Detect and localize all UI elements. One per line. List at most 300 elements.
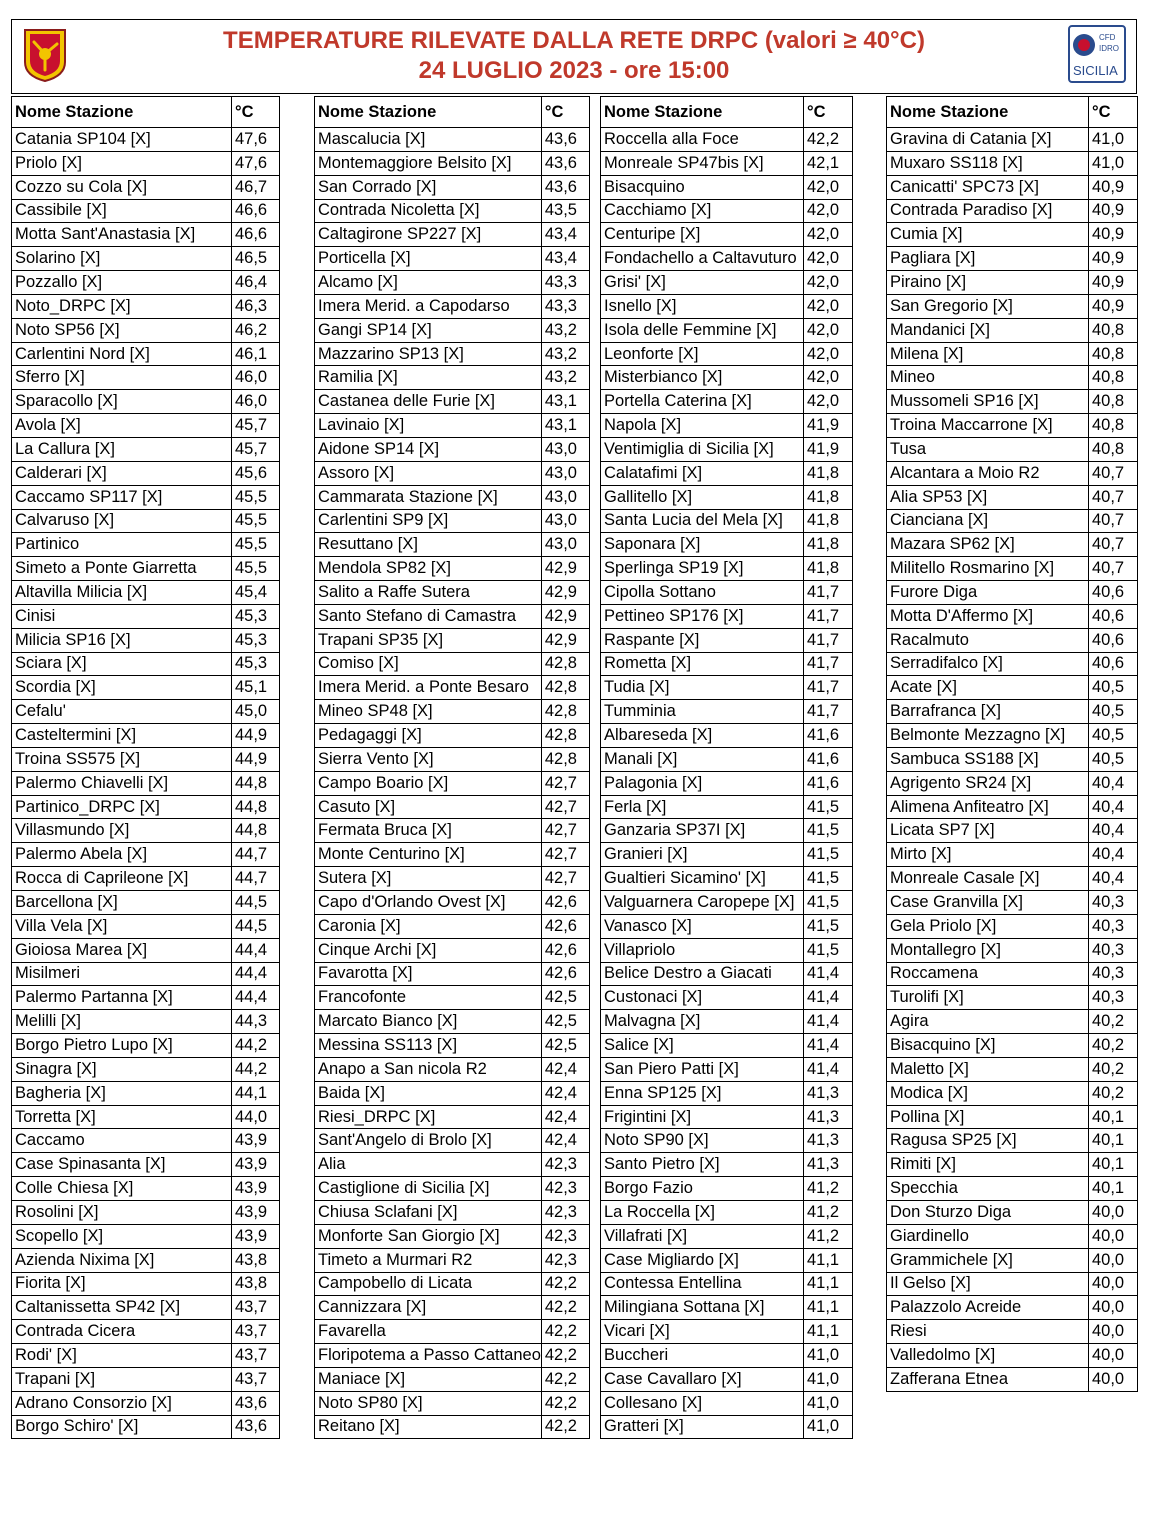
temperature-value: 43,4 <box>541 223 589 247</box>
table-row <box>601 247 853 271</box>
temperature-value: 43,9 <box>232 1129 280 1153</box>
temperature-value: 40,0 <box>1089 1200 1138 1224</box>
temperature-value: 41,4 <box>804 1010 853 1034</box>
temperature-value: 43,0 <box>541 437 589 461</box>
table-row <box>887 1296 1138 1320</box>
temperature-value: 41,1 <box>804 1272 853 1296</box>
station-name: Milicia SP16 [X] <box>12 628 232 652</box>
table-row <box>315 1200 590 1224</box>
table-row <box>887 628 1138 652</box>
temperature-value: 41,8 <box>804 533 853 557</box>
temperature-value: 42,8 <box>541 652 589 676</box>
table-row <box>601 1367 853 1391</box>
table-row <box>12 986 280 1010</box>
temperature-value: 40,0 <box>1089 1344 1138 1368</box>
table-row <box>315 700 590 724</box>
table-row <box>887 557 1138 581</box>
temperature-value: 44,8 <box>232 819 280 843</box>
temperature-value: 41,0 <box>804 1344 853 1368</box>
temperature-value: 40,0 <box>1089 1296 1138 1320</box>
temperature-value: 40,4 <box>1089 843 1138 867</box>
table-row <box>887 485 1138 509</box>
station-name: Pettineo SP176 [X] <box>601 604 804 628</box>
table-row <box>887 1034 1138 1058</box>
temperature-value: 40,3 <box>1089 986 1138 1010</box>
station-name: Ramilia [X] <box>315 366 542 390</box>
table-row <box>315 366 590 390</box>
temperature-value: 44,9 <box>232 724 280 748</box>
table-row <box>315 986 590 1010</box>
table-row <box>12 1272 280 1296</box>
station-name: Calvaruso [X] <box>12 509 232 533</box>
station-name: Partinico <box>12 533 232 557</box>
temperature-value: 40,9 <box>1089 247 1138 271</box>
temperature-value: 41,5 <box>804 867 853 891</box>
table-row <box>887 1105 1138 1129</box>
table-row <box>887 414 1138 438</box>
temperature-value: 46,5 <box>232 247 280 271</box>
station-name: Il Gelso [X] <box>887 1272 1089 1296</box>
temperature-value: 42,4 <box>541 1129 589 1153</box>
temperature-value: 42,8 <box>541 747 589 771</box>
station-name: Case Migliardo [X] <box>601 1248 804 1272</box>
temperature-value: 42,0 <box>804 223 853 247</box>
table-row <box>315 485 590 509</box>
station-name: Saponara [X] <box>601 533 804 557</box>
table-row <box>601 700 853 724</box>
temperature-value: 40,7 <box>1089 485 1138 509</box>
station-name: Belice Destro a Giacati <box>601 962 804 986</box>
station-name: Messina SS113 [X] <box>315 1034 542 1058</box>
station-name: Vicari [X] <box>601 1320 804 1344</box>
table-row <box>601 1272 853 1296</box>
table-row <box>601 628 853 652</box>
station-name: Bisacquino <box>601 175 804 199</box>
station-name: Pozzallo [X] <box>12 271 232 295</box>
temperature-value: 42,9 <box>541 604 589 628</box>
table-row <box>315 199 590 223</box>
station-name: Roccella alla Foce <box>601 128 804 152</box>
station-name: Aidone SP14 [X] <box>315 437 542 461</box>
table-row <box>12 1153 280 1177</box>
temperature-value: 40,2 <box>1089 1034 1138 1058</box>
station-name: Capo d'Orlando Ovest [X] <box>315 891 542 915</box>
table-row <box>887 867 1138 891</box>
station-name: Calatafimi [X] <box>601 461 804 485</box>
station-name: Trapani SP35 [X] <box>315 628 542 652</box>
temperature-value: 42,7 <box>541 843 589 867</box>
table-row <box>887 700 1138 724</box>
table-row <box>887 294 1138 318</box>
temperature-value: 42,0 <box>804 175 853 199</box>
temperature-value: 40,8 <box>1089 437 1138 461</box>
station-name: Carlentini SP9 [X] <box>315 509 542 533</box>
temperature-value: 41,0 <box>1089 128 1138 152</box>
station-name: Borgo Fazio <box>601 1177 804 1201</box>
table-row <box>887 1344 1138 1368</box>
table-row <box>12 1034 280 1058</box>
temperature-value: 40,1 <box>1089 1153 1138 1177</box>
station-name-header: Nome Stazione <box>315 97 542 128</box>
station-name: Muxaro SS118 [X] <box>887 151 1089 175</box>
temperature-value: 43,6 <box>541 128 589 152</box>
table-row <box>315 962 590 986</box>
table-row <box>12 891 280 915</box>
station-name: Assoro [X] <box>315 461 542 485</box>
table-row <box>887 581 1138 605</box>
station-name: Malvagna [X] <box>601 1010 804 1034</box>
table-row <box>12 771 280 795</box>
table-row <box>315 437 590 461</box>
temperature-header: °C <box>232 97 280 128</box>
table-row <box>887 175 1138 199</box>
temperature-value: 43,9 <box>232 1200 280 1224</box>
temperature-value: 43,2 <box>541 366 589 390</box>
station-name: Monreale Casale [X] <box>887 867 1089 891</box>
table-row <box>887 652 1138 676</box>
temperature-value: 46,3 <box>232 294 280 318</box>
table-row <box>315 557 590 581</box>
station-name: Montemaggiore Belsito [X] <box>315 151 542 175</box>
temperature-value: 46,6 <box>232 223 280 247</box>
station-name: Porticella [X] <box>315 247 542 271</box>
temperature-value: 45,5 <box>232 485 280 509</box>
table-row <box>315 342 590 366</box>
temperature-value: 42,0 <box>804 318 853 342</box>
table-row <box>887 1224 1138 1248</box>
station-name: Valledolmo [X] <box>887 1344 1089 1368</box>
temperature-value: 45,5 <box>232 533 280 557</box>
table-row <box>12 1344 280 1368</box>
table-row <box>12 509 280 533</box>
table-row <box>601 1081 853 1105</box>
table-row <box>315 223 590 247</box>
temperature-value: 42,0 <box>804 199 853 223</box>
station-name: Palermo Chiavelli [X] <box>12 771 232 795</box>
temperature-value: 44,0 <box>232 1105 280 1129</box>
table-row <box>601 437 853 461</box>
station-name: Grisi' [X] <box>601 271 804 295</box>
temperature-value: 46,6 <box>232 199 280 223</box>
temperature-value: 41,1 <box>804 1296 853 1320</box>
station-name: Rocca di Caprileone [X] <box>12 867 232 891</box>
table-row <box>12 1129 280 1153</box>
station-name: San Corrado [X] <box>315 175 542 199</box>
table-row <box>887 437 1138 461</box>
station-name: Carlentini Nord [X] <box>12 342 232 366</box>
station-name: Mandanici [X] <box>887 318 1089 342</box>
station-name: Sambuca SS188 [X] <box>887 747 1089 771</box>
table-row <box>315 271 590 295</box>
station-name: Collesano [X] <box>601 1391 804 1415</box>
station-name: Floripotema a Passo Cattaneo <box>315 1344 542 1368</box>
station-name: Albareseda [X] <box>601 724 804 748</box>
station-name: Cammarata Stazione [X] <box>315 485 542 509</box>
table-row <box>601 1034 853 1058</box>
temperature-value: 41,9 <box>804 414 853 438</box>
temperature-value: 41,4 <box>804 1034 853 1058</box>
station-name: Motta Sant'Anastasia [X] <box>12 223 232 247</box>
temperature-value: 43,1 <box>541 390 589 414</box>
temperature-value: 42,9 <box>541 581 589 605</box>
table-row <box>315 1248 590 1272</box>
temperature-value: 40,9 <box>1089 223 1138 247</box>
station-name: Marcato Bianco [X] <box>315 1010 542 1034</box>
station-name: Favarella <box>315 1320 542 1344</box>
table-row <box>315 1081 590 1105</box>
temperature-value: 41,8 <box>804 485 853 509</box>
temperature-value: 44,4 <box>232 986 280 1010</box>
table-row <box>887 986 1138 1010</box>
temperature-value: 41,2 <box>804 1224 853 1248</box>
table-row <box>601 1344 853 1368</box>
temperature-value: 42,0 <box>804 342 853 366</box>
temperature-value: 42,6 <box>541 914 589 938</box>
table-row <box>601 271 853 295</box>
table-row <box>601 509 853 533</box>
station-name: Gallitello [X] <box>601 485 804 509</box>
temperature-value: 42,2 <box>541 1344 589 1368</box>
table-row <box>887 318 1138 342</box>
station-name: Tusa <box>887 437 1089 461</box>
station-name: Maletto [X] <box>887 1057 1089 1081</box>
station-name: Gualtieri Sicamino' [X] <box>601 867 804 891</box>
temperature-value: 42,2 <box>541 1367 589 1391</box>
temperature-value: 45,3 <box>232 628 280 652</box>
temperature-value: 41,3 <box>804 1081 853 1105</box>
station-name: Santo Pietro [X] <box>601 1153 804 1177</box>
cfd-idro-sicilia-logo <box>1068 25 1126 83</box>
temperature-value: 47,6 <box>232 151 280 175</box>
temperature-value: 43,1 <box>541 414 589 438</box>
station-name: Don Sturzo Diga <box>887 1200 1089 1224</box>
temperature-value: 40,8 <box>1089 318 1138 342</box>
temperature-value: 42,0 <box>804 294 853 318</box>
table-row <box>601 1153 853 1177</box>
station-name: Palagonia [X] <box>601 771 804 795</box>
temperature-value: 44,5 <box>232 914 280 938</box>
temperature-value: 40,0 <box>1089 1272 1138 1296</box>
table-row <box>315 1224 590 1248</box>
station-name: Custonaci [X] <box>601 986 804 1010</box>
station-name: Fondachello a Caltavuturo <box>601 247 804 271</box>
station-name-header: Nome Stazione <box>887 97 1089 128</box>
table-row <box>887 151 1138 175</box>
station-name: Villapriolo <box>601 938 804 962</box>
temperature-header: °C <box>1089 97 1138 128</box>
table-row <box>601 1391 853 1415</box>
station-name: Modica [X] <box>887 1081 1089 1105</box>
station-name: Alimena Anfiteatro [X] <box>887 795 1089 819</box>
temperature-value: 41,9 <box>804 437 853 461</box>
table-row <box>887 223 1138 247</box>
table-row <box>887 843 1138 867</box>
table-row <box>12 199 280 223</box>
temperature-value: 40,4 <box>1089 819 1138 843</box>
station-name: Leonforte [X] <box>601 342 804 366</box>
table-row <box>12 485 280 509</box>
temperature-value: 40,0 <box>1089 1367 1138 1391</box>
table-row <box>315 628 590 652</box>
station-name: La Roccella [X] <box>601 1200 804 1224</box>
temperature-value: 44,7 <box>232 843 280 867</box>
table-row <box>601 1010 853 1034</box>
station-name: Vanasco [X] <box>601 914 804 938</box>
temperature-header: °C <box>541 97 589 128</box>
station-name: Palazzolo Acreide <box>887 1296 1089 1320</box>
table-row <box>12 1081 280 1105</box>
table-row <box>601 652 853 676</box>
station-name: Sinagra [X] <box>12 1057 232 1081</box>
station-name: Casteltermini [X] <box>12 724 232 748</box>
temperature-value: 41,7 <box>804 676 853 700</box>
table-row <box>12 1367 280 1391</box>
station-name: Enna SP125 [X] <box>601 1081 804 1105</box>
station-name: Alcantara a Moio R2 <box>887 461 1089 485</box>
temperature-value: 44,1 <box>232 1081 280 1105</box>
temperature-value: 42,3 <box>541 1224 589 1248</box>
temperature-value: 42,7 <box>541 771 589 795</box>
table-row <box>315 843 590 867</box>
table-row <box>315 151 590 175</box>
station-name: Mazzarino SP13 [X] <box>315 342 542 366</box>
table-row <box>887 819 1138 843</box>
station-name: Catania SP104 [X] <box>12 128 232 152</box>
temperature-value: 44,2 <box>232 1057 280 1081</box>
table-row <box>315 318 590 342</box>
temperature-value: 41,6 <box>804 771 853 795</box>
table-row <box>315 1177 590 1201</box>
table-row <box>601 1057 853 1081</box>
station-name: Rosolini [X] <box>12 1200 232 1224</box>
temperature-value: 43,3 <box>541 294 589 318</box>
temperature-value: 44,8 <box>232 771 280 795</box>
table-row <box>887 914 1138 938</box>
temperature-value: 45,4 <box>232 581 280 605</box>
station-name: Ragusa SP25 [X] <box>887 1129 1089 1153</box>
station-name: Avola [X] <box>12 414 232 438</box>
station-name: Chiusa Sclafani [X] <box>315 1200 542 1224</box>
temperature-value: 45,6 <box>232 461 280 485</box>
station-name: Sierra Vento [X] <box>315 747 542 771</box>
temperature-value: 42,0 <box>804 390 853 414</box>
station-name: San Piero Patti [X] <box>601 1057 804 1081</box>
table-row <box>12 724 280 748</box>
station-name: Ganzaria SP37I [X] <box>601 819 804 843</box>
station-name: Roccamena <box>887 962 1089 986</box>
station-name: Priolo [X] <box>12 151 232 175</box>
station-name: Zafferana Etnea <box>887 1367 1089 1391</box>
temperature-value: 42,2 <box>541 1272 589 1296</box>
station-name: Centuripe [X] <box>601 223 804 247</box>
temperature-value: 40,6 <box>1089 581 1138 605</box>
station-name: Casuto [X] <box>315 795 542 819</box>
temperature-value: 40,6 <box>1089 652 1138 676</box>
table-row <box>315 1034 590 1058</box>
temperature-value: 46,0 <box>232 390 280 414</box>
temperature-value: 41,5 <box>804 843 853 867</box>
temperature-value: 40,1 <box>1089 1129 1138 1153</box>
table-row <box>12 1200 280 1224</box>
station-name: Sant'Angelo di Brolo [X] <box>315 1129 542 1153</box>
temperature-value: 41,4 <box>804 986 853 1010</box>
station-name: Alcamo [X] <box>315 271 542 295</box>
temperature-value: 42,0 <box>804 247 853 271</box>
station-name: Riesi_DRPC [X] <box>315 1105 542 1129</box>
temperature-value: 44,4 <box>232 938 280 962</box>
table-row <box>315 938 590 962</box>
table-row <box>315 581 590 605</box>
station-name: Mirto [X] <box>887 843 1089 867</box>
table-row <box>601 938 853 962</box>
station-name: Villasmundo [X] <box>12 819 232 843</box>
temperature-value: 42,0 <box>804 271 853 295</box>
table-row <box>601 795 853 819</box>
table-row <box>12 1010 280 1034</box>
station-name: San Gregorio [X] <box>887 294 1089 318</box>
temperature-value: 42,1 <box>804 151 853 175</box>
station-name: Maniace [X] <box>315 1367 542 1391</box>
temperature-value: 41,1 <box>804 1320 853 1344</box>
temperature-value: 40,3 <box>1089 891 1138 915</box>
station-name: Buccheri <box>601 1344 804 1368</box>
station-name: Altavilla Milicia [X] <box>12 581 232 605</box>
station-name: Isnello [X] <box>601 294 804 318</box>
temperature-value: 44,2 <box>232 1034 280 1058</box>
station-name: Cacchiamo [X] <box>601 199 804 223</box>
table-row <box>12 223 280 247</box>
station-name: Rimiti [X] <box>887 1153 1089 1177</box>
temperature-value: 43,8 <box>232 1272 280 1296</box>
table-row <box>601 914 853 938</box>
table-row <box>315 128 590 152</box>
table-row <box>12 318 280 342</box>
station-name: Furore Diga <box>887 581 1089 605</box>
station-name: Isola delle Femmine [X] <box>601 318 804 342</box>
temperature-value: 41,7 <box>804 652 853 676</box>
temperature-value: 41,5 <box>804 795 853 819</box>
temperature-value: 41,7 <box>804 604 853 628</box>
temperature-value: 42,5 <box>541 1034 589 1058</box>
temperature-value: 43,0 <box>541 485 589 509</box>
table-row <box>315 724 590 748</box>
report-title <box>12 26 1136 86</box>
logo-text-sicilia: SICILIA <box>1073 63 1118 78</box>
station-name: Valguarnera Caropepe [X] <box>601 891 804 915</box>
station-name: Cozzo su Cola [X] <box>12 175 232 199</box>
temperature-value: 42,5 <box>541 1010 589 1034</box>
temperature-value: 46,4 <box>232 271 280 295</box>
temperature-value: 40,3 <box>1089 962 1138 986</box>
logo-text-cfd: CFD <box>1099 33 1116 42</box>
station-name: Contrada Paradiso [X] <box>887 199 1089 223</box>
table-row <box>601 342 853 366</box>
temperature-value: 42,4 <box>541 1081 589 1105</box>
table-row <box>315 1344 590 1368</box>
temperature-value: 45,3 <box>232 652 280 676</box>
temperature-value: 42,7 <box>541 819 589 843</box>
station-name: Barcellona [X] <box>12 891 232 915</box>
station-name: Caltagirone SP227 [X] <box>315 223 542 247</box>
temperature-value: 40,3 <box>1089 914 1138 938</box>
temperature-value: 43,8 <box>232 1248 280 1272</box>
temperature-value: 44,7 <box>232 867 280 891</box>
station-name: Manali [X] <box>601 747 804 771</box>
table-row <box>601 771 853 795</box>
table-row <box>601 962 853 986</box>
station-name: Piraino [X] <box>887 271 1089 295</box>
station-name: Gela Priolo [X] <box>887 914 1089 938</box>
